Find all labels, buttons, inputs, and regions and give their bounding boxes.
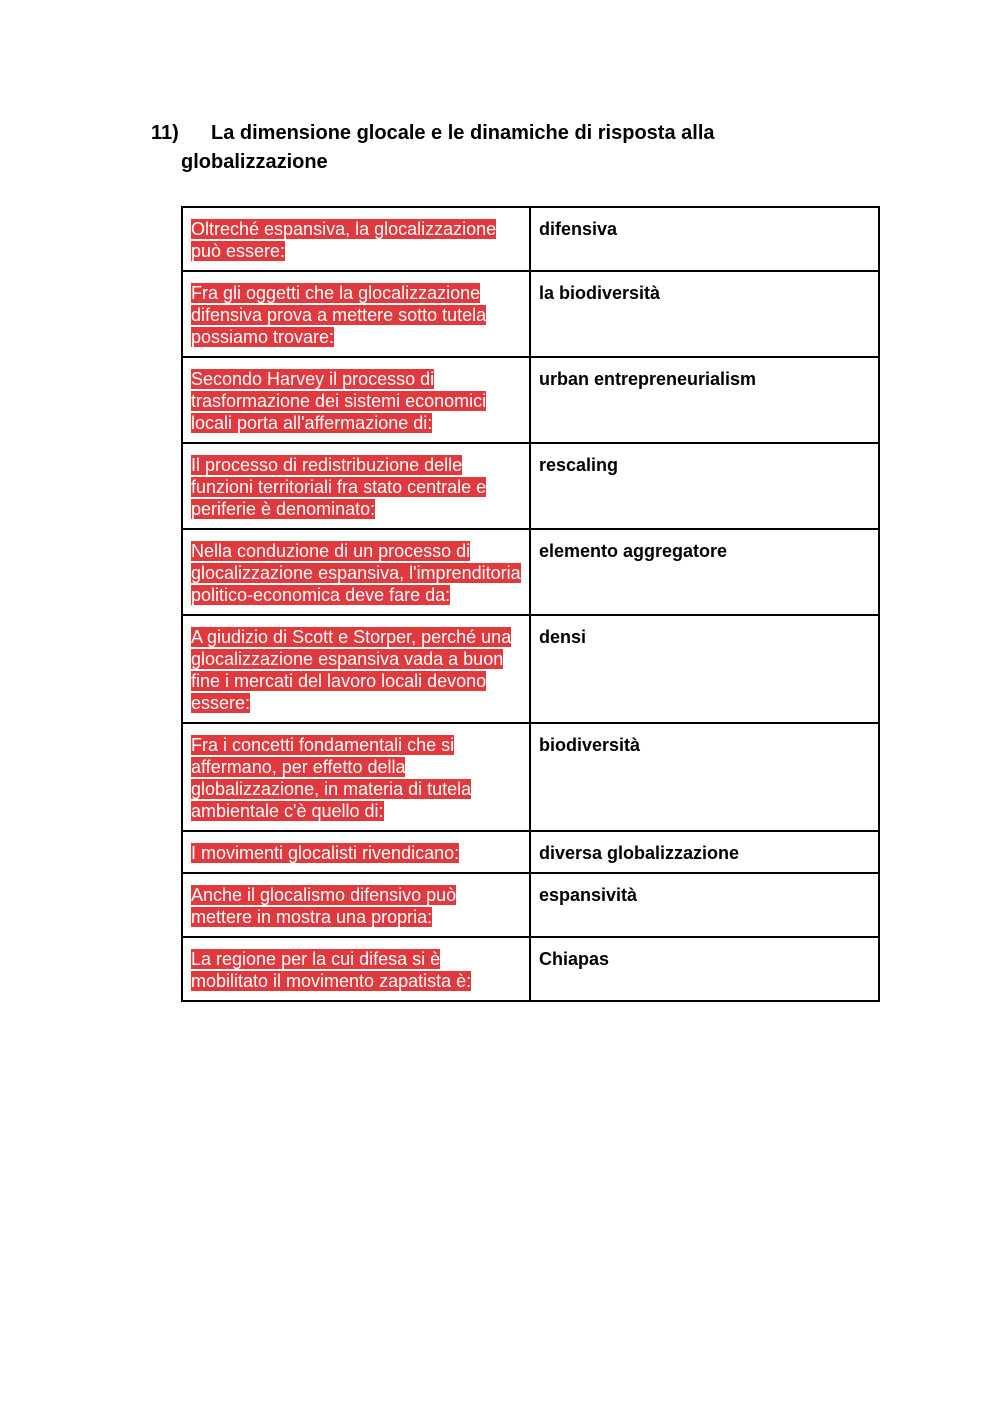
question-text: Fra gli oggetti che la glocalizzazione difensiva prova a mettere sotto tutela possiamo trovare: [191,283,487,347]
question-cell [182,831,530,873]
question-text: La regione per la cui difesa si è mobilitato il movimento zapatista è: [191,949,472,991]
question-cell [182,723,530,831]
answer-cell: diversa globalizzazione [530,831,879,873]
question-text: Secondo Harvey il processo di trasformazione dei sistemi economici locali porta all'affermazione di: [191,369,487,433]
question-cell [182,937,530,1001]
question-cell [182,271,530,357]
question-cell [182,873,530,937]
answer-cell: elemento aggregatore [530,529,879,615]
answer-cell: espansività [530,873,879,937]
question-text: Nella conduzione di un processo di glocalizzazione espansiva, l'imprenditoria politico-economica deve fare da: [191,541,521,605]
table-row [182,615,879,723]
question-cell [182,615,530,723]
answer-cell: densi [530,615,879,723]
answer-cell: rescaling [530,443,879,529]
question-answer-table [181,206,880,1002]
question-cell [182,443,530,529]
table-row [182,271,879,357]
question-text: I movimenti glocalisti rivendicano: [191,843,460,863]
table-row [182,357,879,443]
page-title-line-2 [151,148,851,177]
table-row [182,723,879,831]
question-cell [182,529,530,615]
question-text: Il processo di redistribuzione delle funzioni territoriali fra stato centrale e periferie è denominato: [191,455,487,519]
question-cell [182,207,530,271]
answer-cell: biodiversità [530,723,879,831]
question-text: Anche il glocalismo difensivo può mettere in mostra una propria: [191,885,457,927]
table-row [182,443,879,529]
question-text: Fra i concetti fondamentali che si affermano, per effetto della globalizzazione, in materia di tutela ambientale c'è quello di: [191,735,472,821]
table-row [182,207,879,271]
answer-cell: la biodiversità [530,271,879,357]
table-row [182,831,879,873]
section-number: 11) [151,122,179,144]
question-text: A giudizio di Scott e Storper, perché una glocalizzazione espansiva vada a buon fine i mercati del lavoro locali devono essere: [191,627,512,713]
question-text: Oltreché espansiva, la glocalizzazione può essere: [191,219,497,261]
page-title-text: La dimensione glocale e le dinamiche di risposta alla [211,122,715,144]
page-title-line-1 [151,119,851,148]
answer-cell: urban entrepreneurialism [530,357,879,443]
page-title-text-continued: globalizzazione [181,151,328,173]
answer-cell: Chiapas [530,937,879,1001]
table-row [182,873,879,937]
table-row [182,529,879,615]
table-row [182,937,879,1001]
question-cell [182,357,530,443]
answer-cell: difensiva [530,207,879,271]
page-title [151,119,851,177]
